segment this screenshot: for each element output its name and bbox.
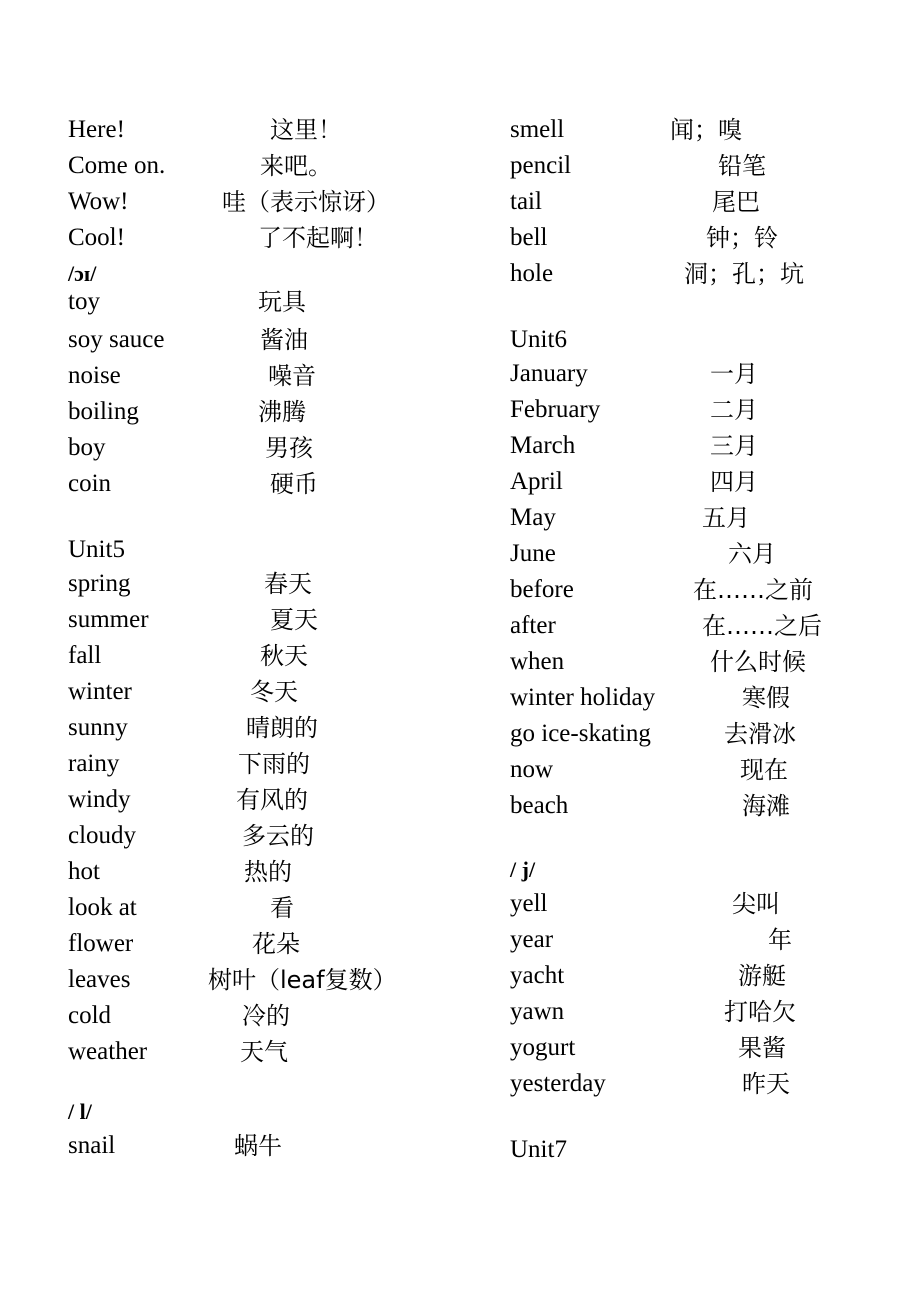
chinese-meaning: 热的 <box>244 858 292 886</box>
english-word: winter <box>68 678 132 705</box>
english-word: flower <box>68 930 134 957</box>
english-word: January <box>510 360 588 387</box>
chinese-meaning: 寒假 <box>742 684 790 712</box>
chinese-meaning: 秋天 <box>260 642 308 670</box>
english-word: yell <box>510 890 548 917</box>
english-word: spring <box>68 570 131 597</box>
chinese-meaning: 在……之前 <box>693 576 813 604</box>
chinese-meaning: 哇（表示惊讶） <box>222 188 390 216</box>
english-word: weather <box>68 1038 148 1065</box>
english-word: cold <box>68 1002 112 1029</box>
english-word: soy sauce <box>68 326 165 353</box>
english-word: Wow! <box>68 188 129 215</box>
chinese-meaning: 晴朗的 <box>246 714 318 742</box>
chinese-meaning: 花朵 <box>252 930 300 958</box>
unit-heading: Unit5 <box>68 536 125 563</box>
english-word: boiling <box>68 398 139 425</box>
chinese-meaning: 来吧。 <box>260 152 332 180</box>
english-word: June <box>510 540 556 567</box>
english-word: beach <box>510 792 569 819</box>
chinese-meaning: 果酱 <box>738 1034 786 1062</box>
english-word: now <box>510 756 554 783</box>
english-word: yawn <box>510 998 565 1025</box>
english-word: Cool! <box>68 224 125 251</box>
english-word: snail <box>68 1132 116 1159</box>
english-word: before <box>510 576 574 603</box>
phonetic-heading: /ɔɪ/ <box>68 261 97 286</box>
english-word: cloudy <box>68 822 137 849</box>
english-word: May <box>510 504 556 531</box>
chinese-meaning: 海滩 <box>742 792 790 820</box>
chinese-meaning: 在……之后 <box>702 612 822 640</box>
chinese-meaning: 三月 <box>710 432 758 460</box>
chinese-meaning: 蜗牛 <box>234 1132 282 1160</box>
chinese-meaning: 玩具 <box>258 288 306 316</box>
phonetic-heading: / j/ <box>510 857 536 882</box>
chinese-meaning: 天气 <box>240 1038 288 1066</box>
chinese-meaning: 钟；铃 <box>706 224 778 252</box>
chinese-meaning: 春天 <box>264 570 312 598</box>
english-word: boy <box>68 434 106 461</box>
chinese-meaning: 五月 <box>702 504 750 532</box>
chinese-meaning: 沸腾 <box>258 398 306 426</box>
chinese-meaning: 铅笔 <box>718 152 766 180</box>
chinese-meaning: 六月 <box>728 540 776 568</box>
chinese-meaning: 夏天 <box>270 606 318 634</box>
chinese-meaning: 硬币 <box>270 470 318 498</box>
chinese-meaning: 多云的 <box>242 822 314 850</box>
english-word: pencil <box>510 152 572 179</box>
chinese-meaning: 树叶（leaf复数） <box>208 966 397 994</box>
chinese-meaning: 下雨的 <box>238 750 310 778</box>
chinese-meaning: 闻；嗅 <box>670 116 742 144</box>
english-word: summer <box>68 606 149 633</box>
english-word: yacht <box>510 962 565 989</box>
chinese-meaning: 冬天 <box>250 678 298 706</box>
english-word: hole <box>510 260 554 287</box>
english-word: year <box>510 926 554 953</box>
chinese-meaning: 酱油 <box>260 326 308 354</box>
english-word: fall <box>68 642 102 669</box>
chinese-meaning: 打哈欠 <box>724 998 796 1026</box>
chinese-meaning: 去滑冰 <box>724 720 796 748</box>
english-word: after <box>510 612 556 639</box>
phonetic-heading: / l/ <box>68 1099 92 1124</box>
english-word: yogurt <box>510 1034 576 1061</box>
chinese-meaning: 二月 <box>710 396 758 424</box>
chinese-meaning: 尾巴 <box>712 188 760 216</box>
english-word: bell <box>510 224 548 251</box>
english-word: yesterday <box>510 1070 606 1097</box>
english-word: toy <box>68 288 100 315</box>
unit-heading: Unit7 <box>510 1136 567 1163</box>
unit-heading: Unit6 <box>510 326 567 353</box>
english-word: go ice-skating <box>510 720 651 747</box>
english-word: April <box>510 468 563 495</box>
chinese-meaning: 噪音 <box>268 362 316 390</box>
chinese-meaning: 尖叫 <box>732 890 780 918</box>
english-word: February <box>510 396 601 423</box>
english-word: tail <box>510 188 542 215</box>
chinese-meaning: 昨天 <box>742 1070 790 1098</box>
chinese-meaning: 冷的 <box>242 1002 290 1030</box>
chinese-meaning: 四月 <box>710 468 758 496</box>
chinese-meaning: 男孩 <box>265 434 313 462</box>
english-word: Come on. <box>68 152 166 179</box>
english-word: windy <box>68 786 131 813</box>
chinese-meaning: 这里！ <box>270 116 342 144</box>
chinese-meaning: 游艇 <box>738 962 786 990</box>
english-word: coin <box>68 470 112 497</box>
chinese-meaning: 现在 <box>740 756 788 784</box>
english-word: winter holiday <box>510 684 656 711</box>
chinese-meaning: 有风的 <box>236 786 308 814</box>
english-word: smell <box>510 116 565 143</box>
english-word: noise <box>68 362 121 389</box>
english-word: March <box>510 432 576 459</box>
english-word: Here! <box>68 116 125 143</box>
chinese-meaning: 洞；孔；坑 <box>684 260 804 288</box>
chinese-meaning: 什么时候 <box>710 648 806 676</box>
english-word: leaves <box>68 966 131 993</box>
english-word: when <box>510 648 565 675</box>
english-word: hot <box>68 858 100 885</box>
english-word: rainy <box>68 750 120 777</box>
chinese-meaning: 看 <box>270 894 294 922</box>
english-word: sunny <box>68 714 128 741</box>
english-word: look at <box>68 894 137 921</box>
chinese-meaning: 了不起啊！ <box>258 224 378 252</box>
chinese-meaning: 年 <box>768 926 792 954</box>
chinese-meaning: 一月 <box>710 360 758 388</box>
